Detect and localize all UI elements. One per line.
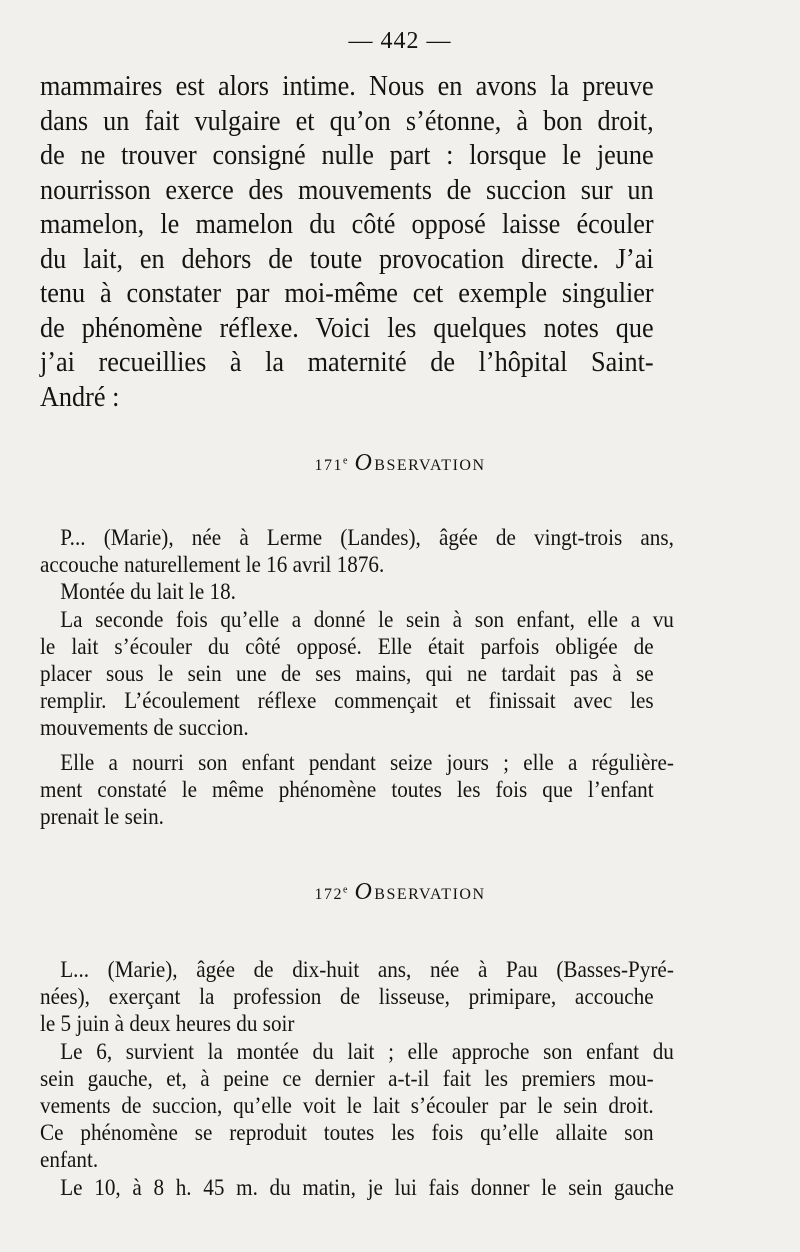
text-line: mammaires est alors intime. Nous en avons la preuve (40, 71, 654, 102)
text-line: sein gauche, et, à peine ce dernier a-t-il fait les premiers mou- (40, 1065, 654, 1091)
text-line: accouche naturellement le 16 avril 1876. (40, 552, 385, 578)
text-line: La seconde fois qu’elle a donné le sein à son enfant, elle a vu (60, 606, 674, 632)
text-line: Ce phénomène se reproduit toutes les fois qu’elle allaite son (40, 1120, 654, 1146)
observation-171-body (40, 524, 674, 830)
text-line: j’ai recueillies à la maternité de l’hôpital Saint- (40, 347, 654, 378)
text-line: mouvements de succion. (40, 715, 249, 741)
text-line: dans un fait vulgaire et qu’on s’étonne, à bon droit, (40, 105, 654, 137)
text-line: L... (Marie), âgée de dix-huit ans, née à Pau (Basses-Pyré- (60, 957, 674, 982)
page-number: — 442 — (348, 28, 452, 54)
text-line: André : (40, 381, 120, 413)
text-line: P... (Marie), née à Lerme (Landes), âgée de vingt-trois ans, (60, 525, 674, 550)
observation-number: 172 (314, 886, 343, 903)
observation-171-heading (0, 450, 800, 477)
text-line: vements de succion, qu’elle voit le lait s’écouler par le sein droit. (40, 1092, 654, 1118)
observation-172-body (40, 956, 674, 1201)
text-line: enfant. (40, 1147, 99, 1173)
text-line: tenu à constater par moi-même cet exemple singulier (40, 278, 654, 309)
ordinal-suffix: e (342, 884, 349, 896)
text-line: Montée du lait le 18. (60, 579, 236, 605)
title-rest: BSERVATION (374, 457, 486, 474)
text-line: placer sous le sein une de ses mains, qui ne tardait pas à se (40, 660, 654, 686)
text-line: remplir. L’écoulement réflexe commençait et finissait avec les (40, 688, 654, 714)
text-line: de phénomène réflexe. Voici les quelques notes que (40, 312, 654, 344)
text-line: prenait le sein. (40, 803, 164, 829)
observation-172-heading (0, 879, 800, 906)
text-line: nées), exerçant la profession de lisseuse, primipare, accouche (40, 984, 654, 1010)
text-line: le 5 juin à deux heures du soir (40, 1011, 295, 1037)
text-line: ment constaté le même phénomène toutes les fois que l’enfant (40, 776, 654, 802)
text-line: de ne trouver consigné nulle part : lorsque le jeune (40, 140, 654, 171)
text-line: Elle a nourri son enfant pendant seize jours ; elle a régulière- (60, 749, 674, 775)
text-line: Le 10, à 8 h. 45 m. du matin, je lui fais donner le sein gauche (60, 1174, 674, 1200)
title-initial: O (354, 450, 374, 476)
observation-number: 171 (314, 457, 343, 474)
text-line: nourrisson exerce des mouvements de succion sur un (40, 174, 654, 206)
text-line: mamelon, le mamelon du côté opposé laisse écouler (40, 209, 654, 240)
text-line: Le 6, survient la montée du lait ; elle approche son enfant du (60, 1038, 674, 1064)
ordinal-suffix: e (342, 455, 349, 467)
text-line: du lait, en dehors de toute provocation directe. J’ai (40, 243, 654, 275)
title-rest: BSERVATION (374, 886, 486, 903)
title-initial: O (354, 879, 374, 905)
text-line: le lait s’écouler du côté opposé. Elle était parfois obligée de (40, 633, 654, 659)
intro-paragraph (40, 70, 654, 415)
